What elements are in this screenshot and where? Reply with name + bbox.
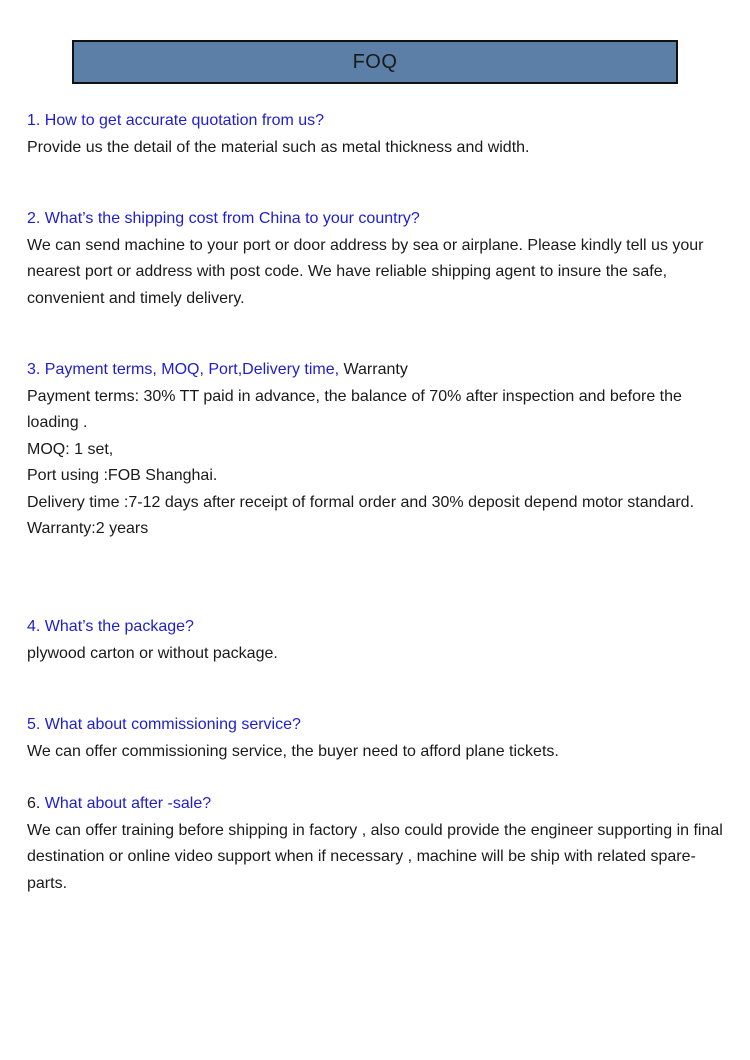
faq-question-6-text: What about after -sale? <box>44 795 212 812</box>
faq-answer-6: We can offer training before shipping in factory , also could provide the engineer supporting in final destination or online video support when if necessary , machine will be ship with related spare-parts. <box>27 821 723 892</box>
faq-question-3-text: 3. Payment terms, MOQ, Port,Delivery time, <box>27 361 340 378</box>
faq-question-4: 4. What’s the package? <box>27 618 194 635</box>
faq-question-5: 5. What about commissioning service? <box>27 716 301 733</box>
faq-answer-3-moq: MOQ: 1 set, <box>27 440 114 458</box>
faq-question-2: 2. What’s the shipping cost from China to your country? <box>27 210 420 227</box>
faq-answer-2: We can send machine to your port or door address by sea or airplane. Please kindly tell us your nearest port or address with post code. We have reliable shipping agent to insure the safe, convenient and timely delivery. <box>27 236 704 307</box>
faq-item-4 <box>27 614 727 667</box>
faq-item-6 <box>27 791 727 897</box>
page-title-bar <box>72 40 678 84</box>
faq-answer-3-payment: Payment terms: 30% TT paid in advance, the balance of 70% after inspection and before the loading . <box>27 387 682 431</box>
faq-answer-3-delivery: Delivery time :7-12 days after receipt of formal order and 30% deposit depend motor standard. <box>27 493 695 511</box>
faq-item-1 <box>27 108 727 161</box>
faq-question-6-number: 6. <box>27 795 45 812</box>
page-title: FOQ <box>352 50 398 73</box>
faq-question-1: 1. How to get accurate quotation from us? <box>27 112 325 129</box>
faq-question-3-tail: Warranty <box>339 361 408 378</box>
faq-answer-4: plywood carton or without package. <box>27 644 278 662</box>
faq-item-2 <box>27 206 727 312</box>
faq-answer-3-port: Port using :FOB Shanghai. <box>27 467 218 484</box>
faq-question-3 <box>27 357 727 384</box>
faq-item-5 <box>27 712 727 765</box>
faq-answer-3-warranty: Warranty:2 years <box>27 520 149 537</box>
faq-answer-1: Provide us the detail of the material such as metal thickness and width. <box>27 138 530 156</box>
faq-item-3 <box>27 357 727 543</box>
faq-answer-5: We can offer commissioning service, the buyer need to afford plane tickets. <box>27 742 559 760</box>
faq-question-6 <box>27 791 727 818</box>
